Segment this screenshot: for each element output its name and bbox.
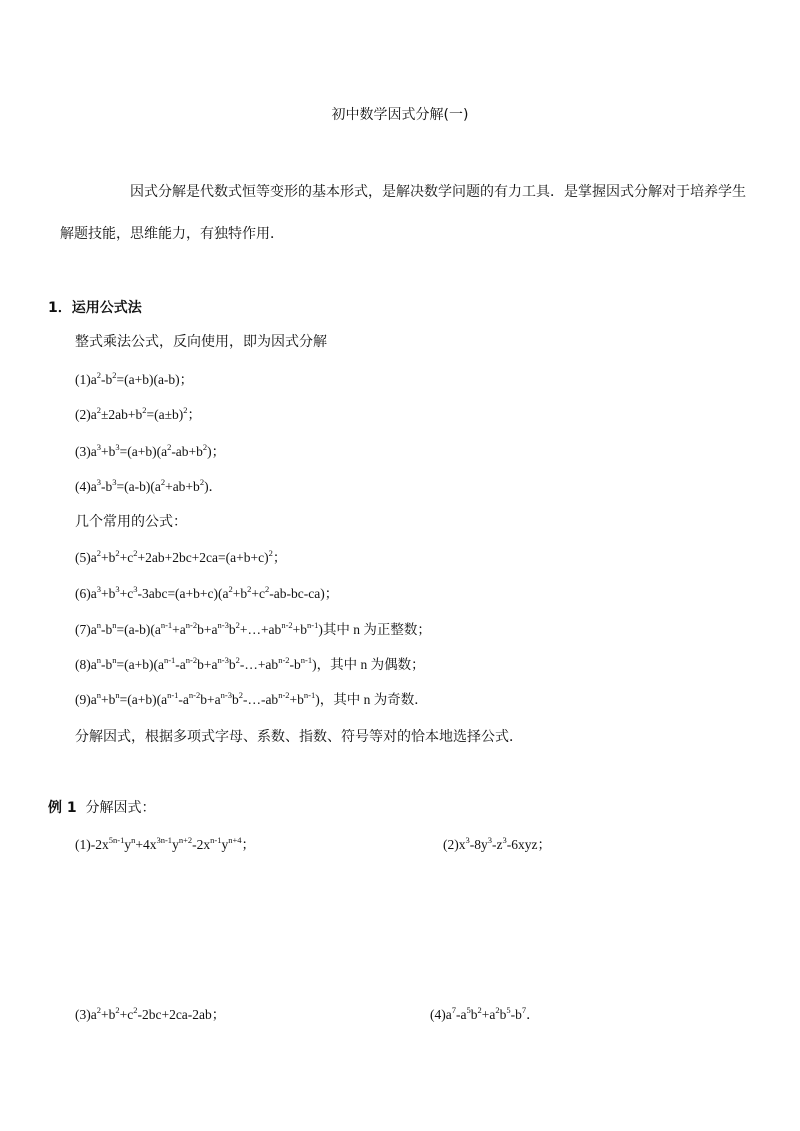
page-title: 初中数学因式分解(一) — [331, 107, 469, 123]
exponent: n-2 — [188, 689, 201, 700]
formula-text: -3abc=(a+b+c)(a — [137, 586, 229, 601]
exponent: 2 — [228, 583, 233, 594]
exponent: n-1 — [303, 689, 316, 700]
exponent: 2 — [142, 404, 147, 415]
exponent: 2 — [235, 654, 240, 665]
formula-text: +b — [232, 586, 248, 601]
example-prompt: 分解因式： — [85, 800, 156, 816]
exponent: n — [96, 619, 101, 630]
problem-3 — [75, 1005, 225, 1025]
formula-text: (6)a — [75, 586, 97, 601]
formula-text: -2x — [192, 837, 211, 852]
exponent: n-3 — [217, 654, 229, 665]
formula-text: -2bc+2ca-2ab； — [137, 1007, 226, 1022]
formula-text: (7)a — [75, 622, 97, 637]
exponent: 3 — [96, 583, 101, 594]
formula-text: )； — [207, 444, 226, 459]
formula-text: b+a — [197, 657, 218, 672]
intro-line-2: 解题技能，思维能力，有独特作用． — [60, 226, 284, 242]
problem-1 — [75, 835, 255, 855]
example-label: 例 1 — [48, 800, 77, 816]
formula-9 — [75, 690, 428, 710]
exponent: n-1 — [160, 619, 173, 630]
exponent: 2 — [199, 476, 205, 487]
formula-text: +…+ab — [239, 622, 282, 637]
formula-text: (4)a — [430, 1007, 452, 1022]
exponent: 2 — [167, 441, 172, 452]
formula-text: b — [231, 692, 239, 707]
formula-text: ； — [187, 407, 202, 422]
exponent: n-3 — [220, 689, 232, 700]
formula-text: )． — [204, 479, 223, 494]
formula-text: (1)-2x — [75, 837, 109, 852]
formula-text: +c — [251, 586, 265, 601]
exponent: 3 — [115, 583, 120, 594]
formula-text: +b — [292, 622, 308, 637]
formula-text: =(a+b)(a — [119, 444, 168, 459]
exponent: 2 — [112, 369, 117, 380]
exponent: 2 — [477, 1004, 482, 1015]
exponent: 2 — [265, 583, 270, 594]
formula-text: (3)a — [75, 1007, 97, 1022]
formula-text: -…+ab — [239, 657, 279, 672]
exponent: n-1 — [167, 689, 179, 700]
formula-text: +4x — [135, 837, 157, 852]
formula-text: )，其中 n 为奇数． — [315, 692, 428, 707]
formula-text: b+a — [200, 692, 221, 707]
formula-text: -a — [455, 1007, 467, 1022]
exponent: n-2 — [278, 689, 290, 700]
exponent: n-1 — [163, 654, 176, 665]
formula-text: (2)x — [443, 837, 466, 852]
formula-text: )其中 n 为正整数； — [318, 622, 431, 637]
formula-text: b — [228, 622, 236, 637]
exponent: n — [96, 654, 101, 665]
exponent: n-2 — [278, 654, 290, 665]
formula-text: -b — [100, 622, 113, 637]
exponent: 7 — [451, 1004, 456, 1015]
exponent: 2 — [160, 476, 166, 487]
formula-text: b — [499, 1007, 507, 1022]
exponent: 2 — [183, 404, 188, 415]
formula-text: =(a-b)(a — [116, 479, 161, 494]
formula-3 — [75, 442, 225, 462]
intro-line-1: 因式分解是代数式恒等变形的基本形式，是解决数学问题的有力工具．是掌握因式分解对于培养学生 — [130, 184, 746, 200]
formula-text: +b — [100, 444, 116, 459]
exponent: n — [112, 654, 117, 665]
formula-text: ±2ab+b — [100, 407, 143, 422]
formula-text: +b — [100, 1007, 116, 1022]
formula-text: +ab+b — [165, 479, 200, 494]
problem-2 — [443, 835, 551, 855]
exponent: 2 — [115, 1004, 120, 1015]
exponent: 2 — [238, 689, 243, 700]
formula-text: y — [221, 837, 229, 852]
formula-text: +c — [119, 1007, 134, 1022]
example-heading — [48, 798, 156, 818]
formula-text: +a — [172, 622, 186, 637]
formula-text: -z — [492, 837, 503, 852]
exponent: n-1 — [307, 619, 319, 630]
formula-text: -6xyz； — [506, 837, 551, 852]
problem-4 — [430, 1005, 540, 1025]
exponent: 2 — [133, 1004, 138, 1015]
formula-text: +b — [100, 586, 116, 601]
exponent: 3 — [112, 476, 117, 487]
exponent: 3n-1 — [156, 834, 173, 845]
formula-text: ； — [241, 837, 255, 852]
formula-text: +a — [481, 1007, 496, 1022]
section-heading: 1．运用公式法 — [48, 300, 142, 316]
formula-text: y — [124, 837, 132, 852]
exponent: n-1 — [300, 654, 313, 665]
exponent: 2 — [133, 547, 138, 558]
section-note: 分解因式，根据多项式字母、系数、指数、符号等对的恰本地选择公式． — [75, 729, 523, 745]
formula-text: =(a-b)(a — [116, 622, 161, 637]
exponent: n-1 — [210, 834, 222, 845]
formula-text: =(a+b)(a — [116, 657, 164, 672]
formula-text: -ab+b — [171, 444, 203, 459]
exponent: n — [96, 689, 101, 700]
formula-text: -a — [178, 692, 189, 707]
formula-text: -b — [289, 657, 301, 672]
formula-7 — [75, 620, 431, 640]
formula-text: -b — [100, 372, 113, 387]
formula-text: ； — [272, 550, 287, 565]
exponent: 2 — [495, 1004, 500, 1015]
exponent: 2 — [115, 547, 120, 558]
formula-text: -…-ab — [242, 692, 279, 707]
exponent: n — [131, 834, 136, 845]
formula-text: +b — [100, 692, 116, 707]
formula-text: y — [172, 837, 179, 852]
formula-text: =(a+b)(a-b)； — [116, 372, 194, 387]
formula-text: b — [470, 1007, 478, 1022]
exponent: 2 — [202, 441, 208, 452]
formula-6 — [75, 584, 338, 604]
formula-text: -b — [100, 479, 113, 494]
formula-4 — [75, 477, 222, 497]
exponent: 2 — [96, 404, 101, 415]
formula-text: (3)a — [75, 444, 97, 459]
exponent: 3 — [487, 834, 492, 845]
formula-text: (1)a — [75, 372, 97, 387]
exponent: 7 — [521, 1004, 527, 1015]
section-lead-text: 整式乘法公式，反向使用，即为因式分解 — [75, 334, 327, 350]
exponent: n+4 — [228, 834, 242, 845]
formula-text: ． — [526, 1007, 540, 1022]
formula-text: (4)a — [75, 479, 97, 494]
formula-text: +c — [119, 586, 134, 601]
exponent: n — [115, 689, 120, 700]
exponent: 5 — [506, 1004, 511, 1015]
exponent: 3 — [502, 834, 507, 845]
exponent: 2 — [247, 583, 252, 594]
formula-text: b+a — [197, 622, 218, 637]
exponent: 3 — [96, 476, 101, 487]
exponent: 3 — [96, 441, 101, 452]
exponent: 3 — [115, 441, 120, 452]
formula-text: b — [228, 657, 236, 672]
formula-text: (5)a — [75, 550, 97, 565]
formula-text: +b — [100, 550, 116, 565]
exponent: 2 — [235, 619, 240, 630]
formula-text: )，其中 n 为偶数； — [312, 657, 425, 672]
formula-2 — [75, 405, 201, 425]
formula-text: +b — [289, 692, 304, 707]
formula-text: -b — [510, 1007, 522, 1022]
formula-text: -ab-bc-ca)； — [269, 586, 339, 601]
formula-text: -b — [100, 657, 113, 672]
formula-5 — [75, 548, 286, 568]
exponent: 3 — [465, 834, 470, 845]
formula-text: =(a+b)(a — [119, 692, 168, 707]
formula-text: -8y — [469, 837, 488, 852]
exponent: 2 — [96, 547, 101, 558]
formula-8 — [75, 655, 425, 675]
exponent: 5n-1 — [108, 834, 125, 845]
exponent: 2 — [268, 547, 273, 558]
exponent: n-3 — [217, 619, 229, 630]
formula-text: (8)a — [75, 657, 97, 672]
exponent: n+2 — [178, 834, 193, 845]
exponent: 2 — [96, 369, 101, 380]
exponent: 2 — [96, 1004, 101, 1015]
formula-text: =(a±b) — [146, 407, 184, 422]
exponent: n-2 — [281, 619, 293, 630]
common-formulas-label: 几个常用的公式： — [75, 514, 187, 530]
exponent: n-2 — [185, 619, 198, 630]
formula-text: +c — [119, 550, 134, 565]
exponent: 3 — [133, 583, 138, 594]
exponent: 5 — [466, 1004, 471, 1015]
exponent: n-2 — [185, 654, 198, 665]
formula-text: -a — [175, 657, 186, 672]
formula-text: (9)a — [75, 692, 97, 707]
exponent: n — [112, 619, 117, 630]
formula-text: +2ab+2bc+2ca=(a+b+c) — [137, 550, 269, 565]
formula-1 — [75, 370, 193, 390]
formula-text: (2)a — [75, 407, 97, 422]
